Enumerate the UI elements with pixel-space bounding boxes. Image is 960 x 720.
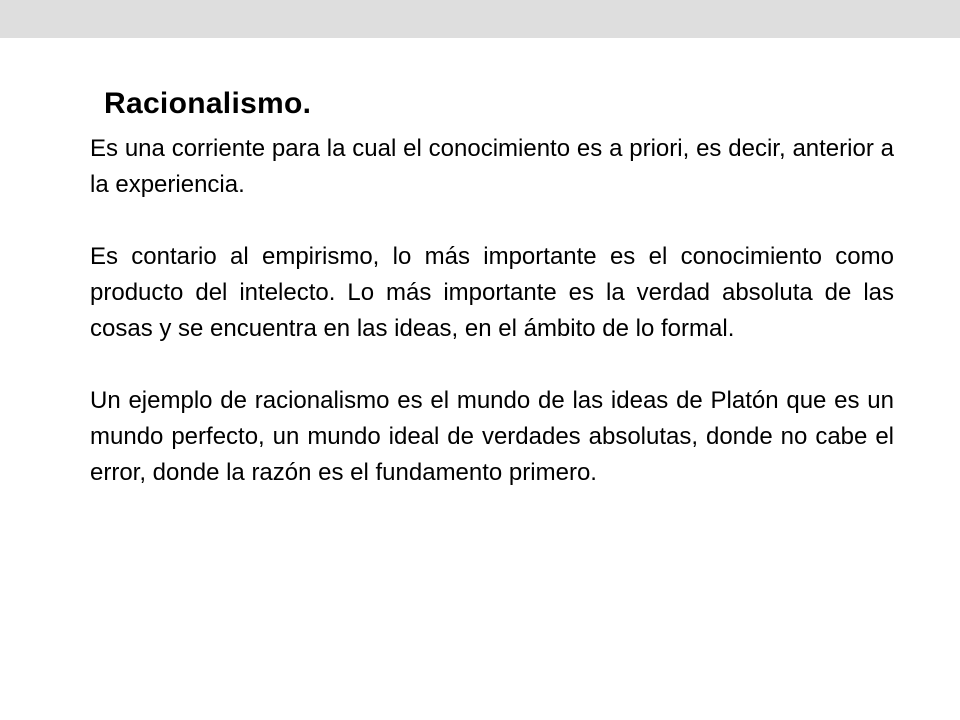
slide-body [90, 131, 894, 491]
top-bar [0, 0, 960, 38]
paragraph-contrast-empiricism: Es contario al empirismo, lo más importante es el conocimiento como producto del intelecto. Lo más importante es la verdad absoluta de las cosas y se encuentra en las ideas, en el ámbito de lo formal. [90, 243, 894, 342]
paragraph-definition: Es una corriente para la cual el conocimiento es a priori, es decir, anterior a la experiencia. [90, 135, 894, 198]
slide-title: Racionalismo. [104, 87, 312, 120]
paragraph-example-plato: Un ejemplo de racionalismo es el mundo de las ideas de Platón que es un mundo perfecto, un mundo ideal de verdades absolutas, donde no cabe el error, donde la razón es el fundamento primero. [90, 387, 894, 486]
